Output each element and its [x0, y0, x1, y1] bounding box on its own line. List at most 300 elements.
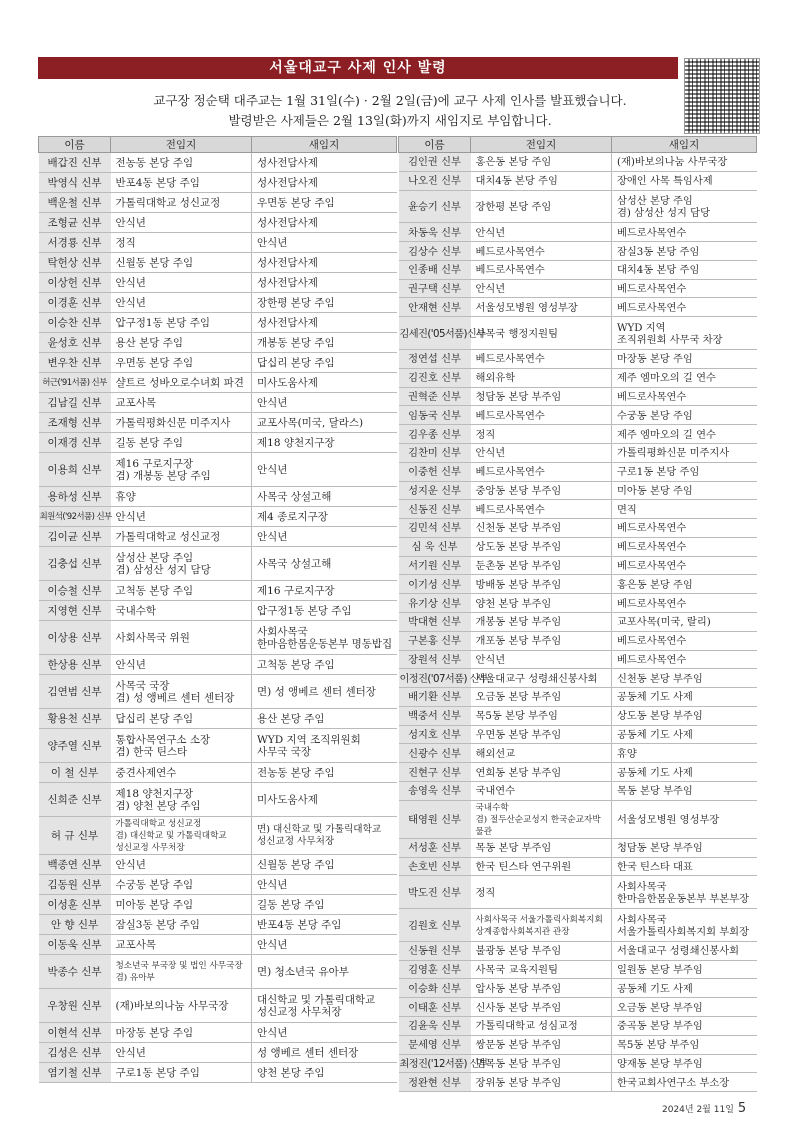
table-row: [399, 242, 757, 261]
new-post: 답십리 본당 주임: [252, 353, 397, 373]
table-row: [399, 481, 757, 500]
page-number: 5: [737, 1101, 747, 1116]
new-post: 가톨릭평화신문 미주지사: [612, 443, 757, 462]
previous-post: 개봉동 본당 부주임: [471, 612, 612, 631]
new-post: 반포4동 본당 주임: [252, 915, 397, 935]
new-post: 목동 본당 부주임: [612, 782, 757, 801]
new-post: 일원동 본당 부주임: [612, 960, 757, 979]
new-post: 미아동 본당 주임: [612, 481, 757, 500]
priest-name: 서기원 신부: [399, 556, 471, 575]
table-row: [399, 744, 757, 763]
priest-name: 배갑진 신부: [39, 153, 111, 173]
table-row: [39, 783, 397, 817]
table-row: [399, 279, 757, 298]
priest-name: 김남길 신부: [39, 393, 111, 413]
previous-post: 베드로사목연수: [471, 462, 612, 481]
priest-name: 이기성 신부: [399, 575, 471, 594]
table-row: [399, 260, 757, 279]
priest-name: 이상헌 신부: [39, 273, 111, 293]
table-row: [39, 895, 397, 915]
previous-post: 구로1동 본당 주임: [111, 1063, 252, 1083]
previous-post: 방배동 본당 부주임: [471, 575, 612, 594]
new-post: 홍은동 본당 주임: [612, 575, 757, 594]
priest-name: 이중헌 신부: [399, 462, 471, 481]
previous-post: 통합사목연구소 소장 겸) 한국 틴스타: [111, 729, 252, 763]
table-row: [399, 298, 757, 317]
priest-name: 김인권 신부: [399, 153, 471, 172]
new-post: 한국 틴스타 대표: [612, 857, 757, 876]
table-row: [39, 173, 397, 193]
previous-post: 신월동 본당 주임: [111, 253, 252, 273]
priest-name: 이승화 신부: [399, 979, 471, 998]
new-post: 제18 양천지구장: [252, 433, 397, 453]
new-post: 제16 구로지구장: [252, 581, 397, 601]
previous-post: 교포사목: [111, 393, 252, 413]
priest-name: 한상용 신부: [39, 655, 111, 675]
table-row: [39, 855, 397, 875]
priest-name: 성지운 신부: [399, 481, 471, 500]
new-post: 수궁동 본당 주임: [612, 406, 757, 425]
new-post: 용산 본당 주임: [252, 709, 397, 729]
previous-post: 국내연수: [471, 782, 612, 801]
previous-post: 사회사목국 서울가톨릭사회복지회 상계종합사회복지관 관장: [471, 909, 612, 942]
new-post: 공동체 기도 사제: [612, 979, 757, 998]
previous-post: 해외유학: [471, 368, 612, 387]
table-row: [399, 406, 757, 425]
new-post: 신월동 본당 주임: [252, 855, 397, 875]
header-name: 이름: [399, 137, 471, 153]
new-post: 베드로사목연수: [612, 279, 757, 298]
priest-name: 이동욱 신부: [39, 935, 111, 955]
priest-name: 안재현 신부: [399, 298, 471, 317]
new-post: 대치4동 본당 주임: [612, 260, 757, 279]
table-row: [399, 725, 757, 744]
table-row: [39, 709, 397, 729]
previous-post: 둔촌동 본당 부주임: [471, 556, 612, 575]
new-post: 대신학교 및 가톨릭대학교 성신교정 사무처장: [252, 989, 397, 1023]
priest-name: 백운철 신부: [39, 193, 111, 213]
priest-name: 서성훈 신부: [399, 838, 471, 857]
table-row: [399, 575, 757, 594]
priest-name: 나오진 신부: [399, 171, 471, 190]
previous-post: 가톨릭대학교 성신교정: [111, 527, 252, 547]
priest-name: 태영원 신부: [399, 800, 471, 838]
page-banner-title: 서울대교구 사제 인사 발령: [38, 57, 678, 79]
priest-name: 백중서 신부: [399, 706, 471, 725]
table-row: [399, 1073, 757, 1092]
table-row: [39, 373, 397, 393]
priest-name: 안 향 신부: [39, 915, 111, 935]
table-row: [39, 333, 397, 353]
priest-name: 이경훈 신부: [39, 293, 111, 313]
previous-post: 압구정1동 본당 주임: [111, 313, 252, 333]
new-post: 고척동 본당 주임: [252, 655, 397, 675]
priest-name: 황용천 신부: [39, 709, 111, 729]
new-post: 압구정1동 본당 주임: [252, 601, 397, 621]
table-row: [399, 960, 757, 979]
priest-name: 임동국 신부: [399, 406, 471, 425]
new-post: 우면동 본당 주임: [252, 193, 397, 213]
new-post: 청담동 본당 부주임: [612, 838, 757, 857]
previous-post: 중견사제연수: [111, 763, 252, 783]
previous-post: 상도동 본당 부주임: [471, 537, 612, 556]
new-post: (재)바보의나눔 사무국장: [612, 153, 757, 172]
table-row: [39, 581, 397, 601]
previous-post: 사목국 행정지원팀: [471, 317, 612, 350]
header-prev: 전임지: [111, 137, 252, 153]
previous-post: (재)바보의나눔 사무국장: [111, 989, 252, 1023]
previous-post: 안식년: [111, 273, 252, 293]
priest-name: 허근('91서품) 신부: [39, 373, 111, 393]
table-row: [399, 223, 757, 242]
previous-post: 사목국 교육지원팀: [471, 960, 612, 979]
new-post: 베드로사목연수: [612, 650, 757, 669]
previous-post: 목5동 본당 부주임: [471, 706, 612, 725]
previous-post: 신사동 본당 부주임: [471, 998, 612, 1017]
priest-name: 구본홍 신부: [399, 631, 471, 650]
priest-name: 이상용 신부: [39, 621, 111, 655]
priest-name: 변우찬 신부: [39, 353, 111, 373]
previous-post: 정직: [471, 425, 612, 444]
previous-post: 서울성모병원 영성부장: [471, 298, 612, 317]
priest-name: 김진호 신부: [399, 368, 471, 387]
new-post: 전농동 본당 주임: [252, 763, 397, 783]
priest-name: 이태훈 신부: [399, 998, 471, 1017]
previous-post: 가톨릭대학교 성신교정 겸) 대신학교 및 가톨릭대학교 성신교정 사무처장: [111, 817, 252, 855]
new-post: 장한평 본당 주임: [252, 293, 397, 313]
priest-name: 우창원 신부: [39, 989, 111, 1023]
appointments-table-right: [398, 136, 757, 1092]
table-row: [399, 537, 757, 556]
table-row: [39, 293, 397, 313]
priest-name: 신동원 신부: [399, 941, 471, 960]
table-row: [399, 350, 757, 369]
previous-post: 가톨릭대학교 성신교정: [111, 193, 252, 213]
priest-name: 진현구 신부: [399, 763, 471, 782]
table-row: [399, 800, 757, 838]
priest-name: 박종수 신부: [39, 955, 111, 989]
new-post: 구로1동 본당 주임: [612, 462, 757, 481]
previous-post: 신천동 본당 부주임: [471, 519, 612, 538]
priest-name: 권혁준 신부: [399, 387, 471, 406]
previous-post: 베드로사목연수: [471, 406, 612, 425]
previous-post: 미아동 본당 주임: [111, 895, 252, 915]
new-post: 제주 엠마오의 길 연수: [612, 368, 757, 387]
previous-post: 장위동 본당 부주임: [471, 1073, 612, 1092]
priest-name: 조형균 신부: [39, 213, 111, 233]
table-row: [39, 989, 397, 1023]
table-row: [399, 1017, 757, 1036]
new-post: WYD 지역 조직위원회 사무국 차장: [612, 317, 757, 350]
table-row: [399, 556, 757, 575]
priest-name: 김성은 신부: [39, 1043, 111, 1063]
previous-post: 제16 구로지구장 겸) 개봉동 본당 주임: [111, 453, 252, 487]
previous-post: 청소년국 부국장 및 법인 사무국장 겸) 유아부: [111, 955, 252, 989]
priest-name: 이성훈 신부: [39, 895, 111, 915]
previous-post: 우면동 본당 부주임: [471, 725, 612, 744]
table-row: [39, 1043, 397, 1063]
priest-name: 최정진('12서품) 신부: [399, 1054, 471, 1073]
priest-name: 차동욱 신부: [399, 223, 471, 242]
previous-post: 가톨릭대학교 성심교정: [471, 1017, 612, 1036]
previous-post: 수궁동 본당 주임: [111, 875, 252, 895]
table-row: [399, 909, 757, 942]
table-row: [39, 153, 397, 173]
table-row: [399, 190, 757, 223]
new-post: 공동체 기도 사제: [612, 725, 757, 744]
table-row: [399, 519, 757, 538]
new-post: 사목국 상설고해: [252, 487, 397, 507]
new-post: 목5동 본당 부주임: [612, 1035, 757, 1054]
previous-post: 용산 본당 주임: [111, 333, 252, 353]
priest-name: 성지호 신부: [399, 725, 471, 744]
new-post: 안식년: [252, 393, 397, 413]
new-post: 면) 청소년국 유아부: [252, 955, 397, 989]
table-row: [399, 612, 757, 631]
previous-post: 압사동 본당 부주임: [471, 979, 612, 998]
table-row: [39, 729, 397, 763]
new-post: 면) 성 앵베르 센터 센터장: [252, 675, 397, 709]
previous-post: 제18 양천지구장 겸) 양천 본당 주임: [111, 783, 252, 817]
table-row: [399, 500, 757, 519]
priest-name: 조재형 신부: [39, 413, 111, 433]
table-row: [39, 1023, 397, 1043]
table-header-row: [399, 137, 757, 153]
previous-post: 교포사목: [111, 935, 252, 955]
previous-post: 베드로사목연수: [471, 500, 612, 519]
priest-name: 이재경 신부: [39, 433, 111, 453]
previous-post: 안식년: [471, 443, 612, 462]
previous-post: 해외선교: [471, 744, 612, 763]
previous-post: 정직: [111, 233, 252, 253]
new-post: 제주 엠마오의 길 연수: [612, 425, 757, 444]
priest-name: 정완현 신부: [399, 1073, 471, 1092]
table-row: [399, 876, 757, 909]
previous-post: 잠실3동 본당 주임: [111, 915, 252, 935]
priest-name: 장원석 신부: [399, 650, 471, 669]
priest-name: 김찬미 신부: [399, 443, 471, 462]
table-row: [399, 706, 757, 725]
table-row: [399, 857, 757, 876]
table-row: [399, 594, 757, 613]
new-post: 안식년: [252, 935, 397, 955]
new-post: 미사도움사제: [252, 783, 397, 817]
new-post: 안식년: [252, 453, 397, 487]
new-post: 사회사목국 한마음한몸운동본부 부본부장: [612, 876, 757, 909]
priest-name: 김윤욱 신부: [399, 1017, 471, 1036]
table-row: [399, 631, 757, 650]
table-row: [39, 547, 397, 581]
table-row: [399, 998, 757, 1017]
previous-post: 오금동 본당 부주임: [471, 688, 612, 707]
previous-post: 안식년: [471, 650, 612, 669]
new-post: 면직: [612, 500, 757, 519]
priest-name: 이승찬 신부: [39, 313, 111, 333]
priest-name: 지영현 신부: [39, 601, 111, 621]
table-row: [399, 368, 757, 387]
table-row: [399, 979, 757, 998]
priest-name: 김충섭 신부: [39, 547, 111, 581]
previous-post: 청담동 본당 부주임: [471, 387, 612, 406]
table-row: [39, 487, 397, 507]
new-post: 베드로사목연수: [612, 594, 757, 613]
previous-post: 국내수학: [111, 601, 252, 621]
new-post: 길동 본당 주임: [252, 895, 397, 915]
table-row: [39, 1063, 397, 1083]
table-row: [39, 453, 397, 487]
table-header-row: [39, 137, 397, 153]
previous-post: 베드로사목연수: [471, 242, 612, 261]
priest-name: 김민석 신부: [399, 519, 471, 538]
priest-name: 허 규 신부: [39, 817, 111, 855]
new-post: 오금동 본당 부주임: [612, 998, 757, 1017]
table-row: [39, 875, 397, 895]
table-row: [399, 1054, 757, 1073]
table-row: [399, 317, 757, 350]
priest-name: 이 철 신부: [39, 763, 111, 783]
new-post: 성사전담사제: [252, 273, 397, 293]
priest-name: 정연섭 신부: [399, 350, 471, 369]
previous-post: 양천 본당 부주임: [471, 594, 612, 613]
new-post: 안식년: [252, 527, 397, 547]
table-row: [39, 433, 397, 453]
table-row: [39, 763, 397, 783]
appointments-table-left: [38, 136, 397, 1083]
priest-name: 김동원 신부: [39, 875, 111, 895]
previous-post: 사회사목국 위원: [111, 621, 252, 655]
new-post: 서울대교구 성령쇄신봉사회: [612, 941, 757, 960]
previous-post: 반포4동 본당 주임: [111, 173, 252, 193]
priest-name: 최원석('92서품) 신부: [39, 507, 111, 527]
previous-post: 안식년: [471, 279, 612, 298]
priest-name: 심 욱 신부: [399, 537, 471, 556]
priest-name: 배기환 신부: [399, 688, 471, 707]
table-row: [39, 313, 397, 333]
previous-post: 목동 본당 부주임: [471, 838, 612, 857]
new-post: 잠실3동 본당 주임: [612, 242, 757, 261]
intro-line-2: 발령받은 사제들은 2월 13일(화)까지 새임지로 부임합니다.: [228, 113, 552, 128]
previous-post: 정직: [471, 876, 612, 909]
previous-post: 안식년: [111, 293, 252, 313]
table-row: [399, 387, 757, 406]
priest-name: 인종배 신부: [399, 260, 471, 279]
table-row: [39, 935, 397, 955]
new-post: 사목국 상설고해: [252, 547, 397, 581]
table-row: [39, 621, 397, 655]
priest-name: 김세진('05서품)신부: [399, 317, 471, 350]
previous-post: 안식년: [111, 507, 252, 527]
previous-post: 안식년: [111, 855, 252, 875]
table-row: [399, 153, 757, 172]
new-post: 한국교회사연구소 부소장: [612, 1073, 757, 1092]
table-row: [399, 838, 757, 857]
table-row: [399, 1035, 757, 1054]
new-post: 성사전담사제: [252, 213, 397, 233]
previous-post: 휴양: [111, 487, 252, 507]
previous-post: 장한평 본당 주임: [471, 190, 612, 223]
qr-code[interactable]: [684, 58, 760, 134]
previous-post: 답십리 본당 주임: [111, 709, 252, 729]
previous-post: 국내수학 겸) 절두산순교성지 한국순교자박물관: [471, 800, 612, 838]
table-row: [399, 462, 757, 481]
priest-name: 신동진 신부: [399, 500, 471, 519]
priest-name: 이승철 신부: [39, 581, 111, 601]
priest-name: 권구택 신부: [399, 279, 471, 298]
priest-name: 김연범 신부: [39, 675, 111, 709]
new-post: 개봉동 본당 주임: [252, 333, 397, 353]
table-row: [39, 193, 397, 213]
new-post: 공동체 기도 사제: [612, 763, 757, 782]
priest-name: 유기상 신부: [399, 594, 471, 613]
new-post: 성사전담사제: [252, 173, 397, 193]
new-post: 사회사목국 서울가톨릭사회복지회 부회장: [612, 909, 757, 942]
previous-post: 우면동 본당 주임: [111, 353, 252, 373]
table-row: [39, 955, 397, 989]
new-post: 성사전담사제: [252, 253, 397, 273]
priest-name: 김원호 신부: [399, 909, 471, 942]
header-prev: 전임지: [471, 137, 612, 153]
new-post: 미사도움사제: [252, 373, 397, 393]
priest-name: 윤성호 신부: [39, 333, 111, 353]
table-row: [39, 527, 397, 547]
new-post: 상도동 본당 부주임: [612, 706, 757, 725]
table-row: [39, 507, 397, 527]
previous-post: 베드로사목연수: [471, 260, 612, 279]
priest-name: 손호빈 신부: [399, 857, 471, 876]
previous-post: 샬트르 성바오로수녀회 파견: [111, 373, 252, 393]
previous-post: 서울대교구 성령쇄신봉사회: [471, 669, 612, 688]
new-post: 베드로사목연수: [612, 537, 757, 556]
table-row: [39, 353, 397, 373]
new-post: 성사전담사제: [252, 153, 397, 173]
previous-post: 안식년: [471, 223, 612, 242]
priest-name: 백종연 신부: [39, 855, 111, 875]
new-post: 교포사목(미국, 랄리): [612, 612, 757, 631]
priest-name: 박대현 신부: [399, 612, 471, 631]
header-name: 이름: [39, 137, 111, 153]
new-post: 제4 종로지구장: [252, 507, 397, 527]
previous-post: 면목동 본당 부주임: [471, 1054, 612, 1073]
priest-name: 박도진 신부: [399, 876, 471, 909]
priest-name: 문세영 신부: [399, 1035, 471, 1054]
priest-name: 용하성 신부: [39, 487, 111, 507]
table-row: [39, 273, 397, 293]
new-post: 중곡동 본당 부주임: [612, 1017, 757, 1036]
page-footer: [662, 1101, 746, 1116]
previous-post: 사목국 국장 겸) 성 앵베르 센터 센터장: [111, 675, 252, 709]
previous-post: 안식년: [111, 1043, 252, 1063]
priest-name: 염기철 신부: [39, 1063, 111, 1083]
previous-post: 마장동 본당 주임: [111, 1023, 252, 1043]
priest-name: 윤승기 신부: [399, 190, 471, 223]
new-post: 장애인 사목 특임사제: [612, 171, 757, 190]
previous-post: 연희동 본당 부주임: [471, 763, 612, 782]
new-post: 교포사목(미국, 달라스): [252, 413, 397, 433]
new-post: 성사전담사제: [252, 313, 397, 333]
priest-name: 서경룡 신부: [39, 233, 111, 253]
previous-post: 삼성산 본당 주임 겸) 삼성산 성지 담당: [111, 547, 252, 581]
previous-post: 대치4동 본당 주임: [471, 171, 612, 190]
new-post: 성 앵베르 센터 센터장: [252, 1043, 397, 1063]
new-post: 사회사목국 한마음한몸운동본부 명동밥집: [252, 621, 397, 655]
table-row: [39, 233, 397, 253]
table-row: [39, 915, 397, 935]
new-post: 양천 본당 주임: [252, 1063, 397, 1083]
table-row: [39, 393, 397, 413]
new-post: 마장동 본당 주임: [612, 350, 757, 369]
new-post: 양재동 본당 부주임: [612, 1054, 757, 1073]
new-post: 신천동 본당 부주임: [612, 669, 757, 688]
